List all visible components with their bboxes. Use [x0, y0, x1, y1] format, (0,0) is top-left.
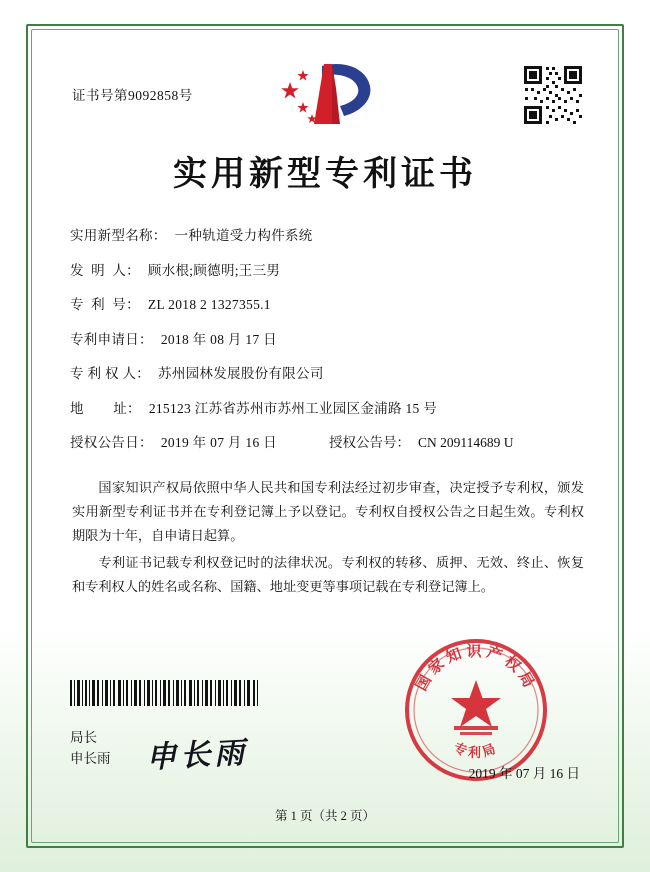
field-value: 一种轨道受力构件系统: [174, 228, 313, 243]
legal-paragraph-1: 国家知识产权局依照中华人民共和国专利法经过初步审查，决定授予专利权，颁发实用新型专利证书并在专利登记簿上予以登记。专利权自授权公告之日起生效。专利权期限为十年，自申请日起算。: [72, 479, 584, 544]
field-row-address: [70, 402, 610, 416]
field-label: 发 明 人：: [70, 262, 140, 278]
field-row-patent-number: [70, 298, 610, 312]
svg-text:专利局: 专利局: [451, 739, 501, 760]
certificate-content: [40, 40, 610, 832]
issue-date: 2019 年 07 月 16 日: [468, 766, 580, 781]
field-row-utility-model-name: [70, 229, 610, 243]
patent-emblem-icon: [270, 58, 380, 134]
field-value: 苏州园林发展股份有限公司: [158, 366, 324, 381]
field-label: 专 利 号：: [70, 297, 140, 312]
field-label: 专利申请日：: [70, 331, 153, 347]
field-row-application-date: [70, 333, 610, 347]
director-name: 申长雨: [70, 751, 111, 767]
qr-code-icon: [522, 64, 584, 126]
field-row-patentee: [70, 367, 610, 381]
field-label: 地 址：: [70, 400, 141, 416]
field-label: 实用新型名称：: [70, 228, 167, 243]
field-value-secondary: CN 209114689 U: [418, 435, 514, 450]
field-row-announcement: [70, 436, 610, 450]
page-title: 实用新型专利证书: [173, 156, 477, 193]
field-label: 授权公告日：: [70, 435, 153, 450]
field-value: 顾水根;顾德明;王三男: [147, 262, 281, 278]
certificate-number: 证书号第9092858号: [72, 88, 193, 103]
legal-paragraph-2: 专利证书记载专利权登记时的法律状况。专利权的转移、质押、无效、终止、恢复和专利权人的姓名或名称、国籍、地址变更等事项记载在专利登记簿上。: [72, 554, 584, 595]
page-footer: 第 1 页（共 2 页）: [274, 809, 375, 823]
field-row-inventor: [70, 264, 610, 278]
field-label-secondary: 授权公告号：: [329, 435, 410, 450]
director-label: 局长: [70, 730, 97, 746]
legal-text: [72, 476, 584, 600]
field-label: 专 利 权 人：: [70, 366, 151, 381]
field-value: 215123 江苏省苏州市苏州工业园区金浦路 15 号: [148, 400, 438, 416]
field-value: 2019 年 07 月 16 日: [160, 435, 277, 450]
svg-text:国家知识产权局: 国家知识产权局: [413, 644, 539, 694]
patent-fields: [70, 229, 610, 450]
director-signature-block: [70, 728, 111, 770]
handwritten-signature: 申长雨: [145, 736, 249, 775]
certificate-header: [40, 40, 610, 132]
barcode-icon: [70, 680, 260, 706]
field-value: 2018 年 08 月 17 日: [160, 331, 277, 347]
field-value: ZL 2018 2 1327355.1: [147, 297, 271, 312]
